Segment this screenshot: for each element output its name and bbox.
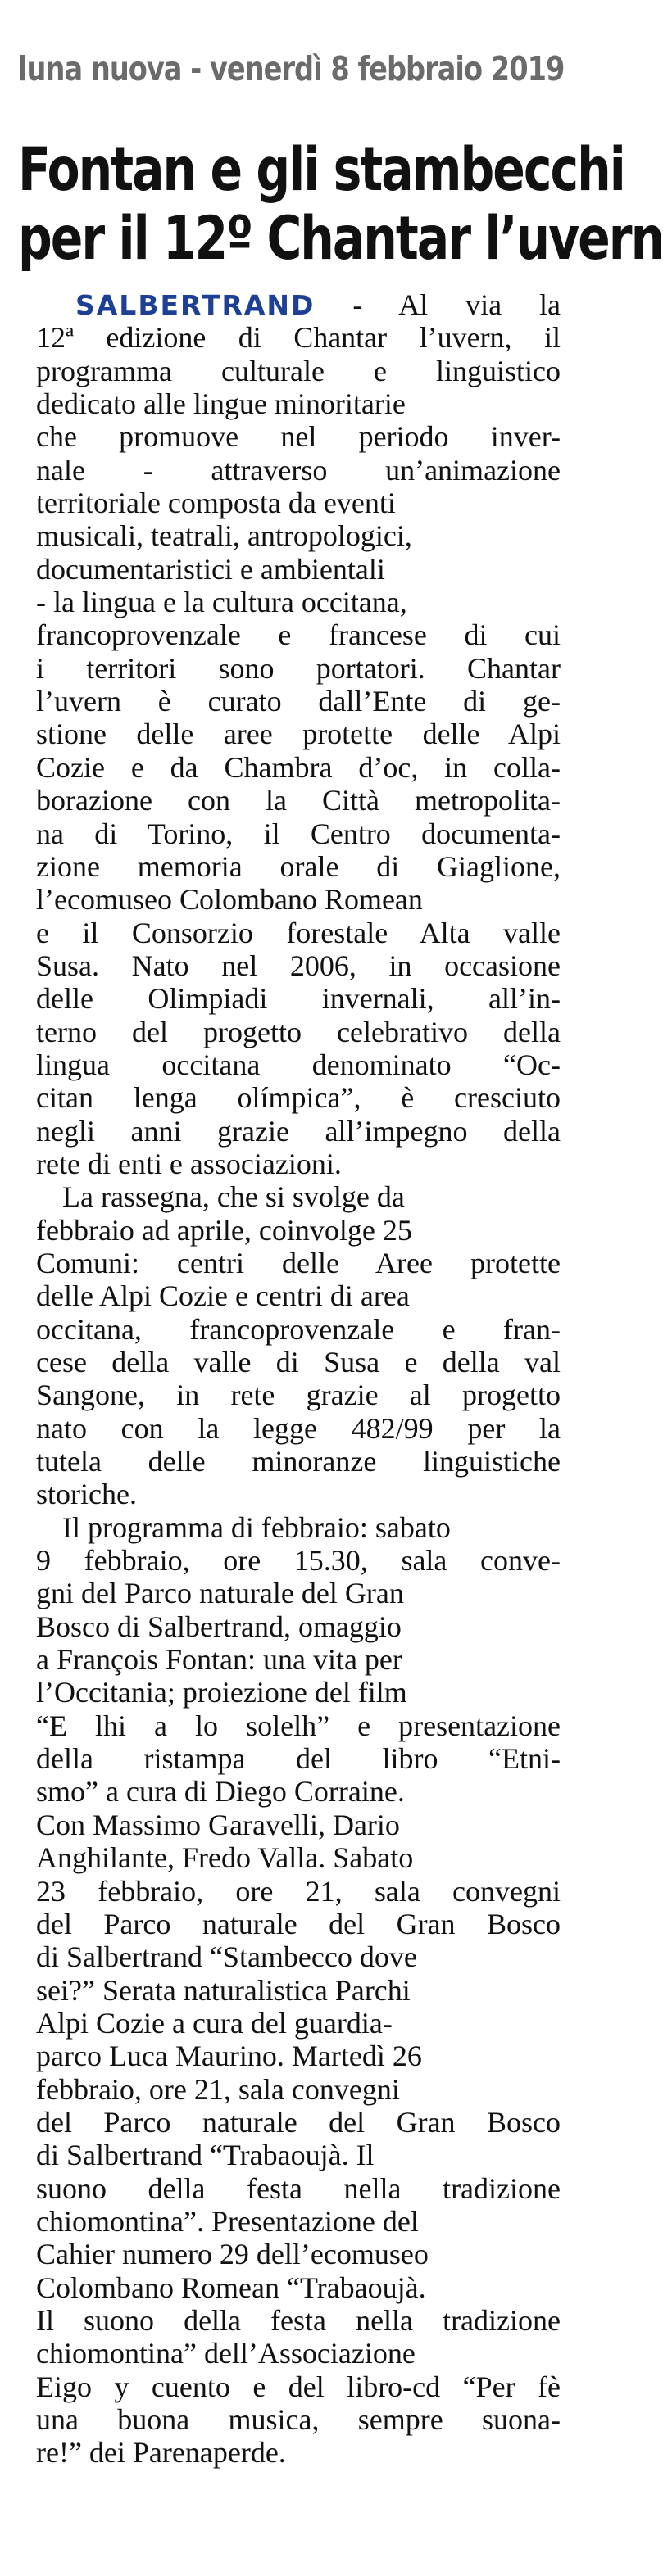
body-line: suono della festa nella tradizione [36, 2171, 561, 2205]
body-line: rete di enti e associazioni. [36, 1147, 342, 1180]
body-line: febbraio, ore 21, sala convegni [36, 2072, 400, 2106]
body-line: documentaristici e ambientali [36, 552, 385, 586]
body-line: delle Olimpiadi invernali, all’in- [36, 982, 561, 1016]
body-line: lingua occitana denominato “Oc- [36, 1048, 561, 1081]
article-headline [18, 135, 663, 274]
body-line: della ristampa del libro “Etni- [36, 1742, 561, 1776]
body-line: gni del Parco naturale del Gran [36, 1577, 404, 1610]
body-line: Colombano Romean “Trabaoujà. [36, 2270, 426, 2304]
body-line: l’Occitania; proiezione del film [36, 1676, 407, 1709]
body-line: borazione con la Città metropolita- [36, 784, 561, 817]
body-line: Con Massimo Garavelli, Dario [36, 1808, 400, 1841]
body-line: Bosco di Salbertrand, omaggio [36, 1609, 402, 1643]
headline-line-2: per il 12º Chantar l’uvern [18, 204, 663, 274]
body-line: una buona musica, sempre suona- [36, 2403, 561, 2436]
body-line: i territori sono portatori. Chantar [36, 651, 561, 685]
article-body [36, 288, 561, 2470]
body-line: tutela delle minoranze linguistiche [36, 1445, 561, 1478]
body-line: chiomontina”. Presentazione del [36, 2204, 419, 2238]
body-line: parco Luca Maurino. Martedì 26 [36, 2040, 422, 2073]
body-line: dedicato alle lingue minoritarie [36, 387, 406, 421]
body-line: Il suono della festa nella tradizione [36, 2303, 561, 2337]
body-line: nale - attraverso un’animazione [36, 453, 561, 487]
body-line: che promuove nel periodo inver- [36, 420, 561, 454]
body-line: Cahier numero 29 dell’ecomuseo [36, 2238, 429, 2271]
body-line: “E lhi a lo solelh” e presentazione [36, 1709, 561, 1742]
body-line: smo” a cura di Diego Corraine. [36, 1775, 405, 1809]
dateline: SALBERTRAND [75, 289, 316, 321]
body-line: storiche. [36, 1478, 137, 1511]
body-line: territoriale composta da eventi [36, 487, 396, 520]
body-line: febbraio ad aprile, coinvolge 25 [36, 1213, 412, 1247]
body-line: di Salbertrand “Stambecco dove [36, 1940, 417, 1974]
body-line: Cozie e da Chambra d’oc, in colla- [36, 750, 561, 784]
body-line: negli anni grazie all’impegno della [36, 1114, 561, 1148]
body-line: delle Alpi Cozie e centri di area [36, 1279, 410, 1313]
body-line: Eigo y cuento e del libro-cd “Per fè [36, 2370, 561, 2403]
body-line: Susa. Nato nel 2006, in occasione [36, 948, 561, 982]
body-line: La rassegna, che si svolge da [62, 1180, 405, 1214]
body-line: 12ª edizione di Chantar l’uvern, il [36, 321, 561, 355]
body-line [36, 288, 561, 321]
body-line: Sangone, in rete grazie al progetto [36, 1379, 561, 1412]
body-line: stione delle aree protette delle Alpi [36, 718, 561, 751]
body-line: del Parco naturale del Gran Bosco [36, 2105, 561, 2139]
body-line: - la lingua e la cultura occitana, [36, 586, 407, 619]
body-line: Comuni: centri delle Aree protette [36, 1246, 561, 1279]
body-line: 9 febbraio, ore 15.30, sala conve- [36, 1544, 561, 1578]
body-line: occitana, francoprovenzale e fran- [36, 1312, 561, 1346]
body-line: del Parco naturale del Gran Bosco [36, 1907, 561, 1940]
body-line: Il programma di febbraio: sabato [62, 1510, 451, 1544]
body-line: l’uvern è curato dall’Ente di ge- [36, 685, 561, 718]
body-line: l’ecomuseo Colombano Romean [36, 883, 423, 917]
masthead: luna nuova - venerdì 8 febbraio 2019 [18, 49, 565, 88]
body-line: terno del progetto celebrativo della [36, 1015, 561, 1048]
body-line: Anghilante, Fredo Valla. Sabato [36, 1841, 414, 1875]
headline-line-1: Fontan e gli stambecchi [18, 135, 624, 205]
body-line: re!” dei Parenaperde. [36, 2436, 286, 2470]
body-line: musicali, teatrali, antropologici, [36, 519, 412, 553]
body-line-text: - Al via la [315, 288, 561, 321]
body-line: cese della valle di Susa e della val [36, 1346, 561, 1379]
body-line: programma culturale e linguistico [36, 354, 561, 387]
body-line: citan lenga olímpica”, è cresciuto [36, 1081, 561, 1115]
body-line: chiomontina” dell’Associazione [36, 2337, 416, 2370]
body-line: 23 febbraio, ore 21, sala convegni [36, 1874, 561, 1908]
body-line: e il Consorzio forestale Alta valle [36, 916, 561, 949]
body-line: sei?” Serata naturalistica Parchi [36, 1973, 411, 2007]
body-line: zione memoria orale di Giaglione, [36, 849, 561, 883]
body-line: francoprovenzale e francese di cui [36, 618, 561, 652]
body-line: nato con la legge 482/99 per la [36, 1411, 561, 1445]
body-line: Alpi Cozie a cura del guardia- [36, 2006, 393, 2040]
body-line: di Salbertrand “Trabaoujà. Il [36, 2139, 375, 2172]
body-line: a François Fontan: una vita per [36, 1643, 402, 1677]
body-line: na di Torino, il Centro documenta- [36, 817, 561, 850]
